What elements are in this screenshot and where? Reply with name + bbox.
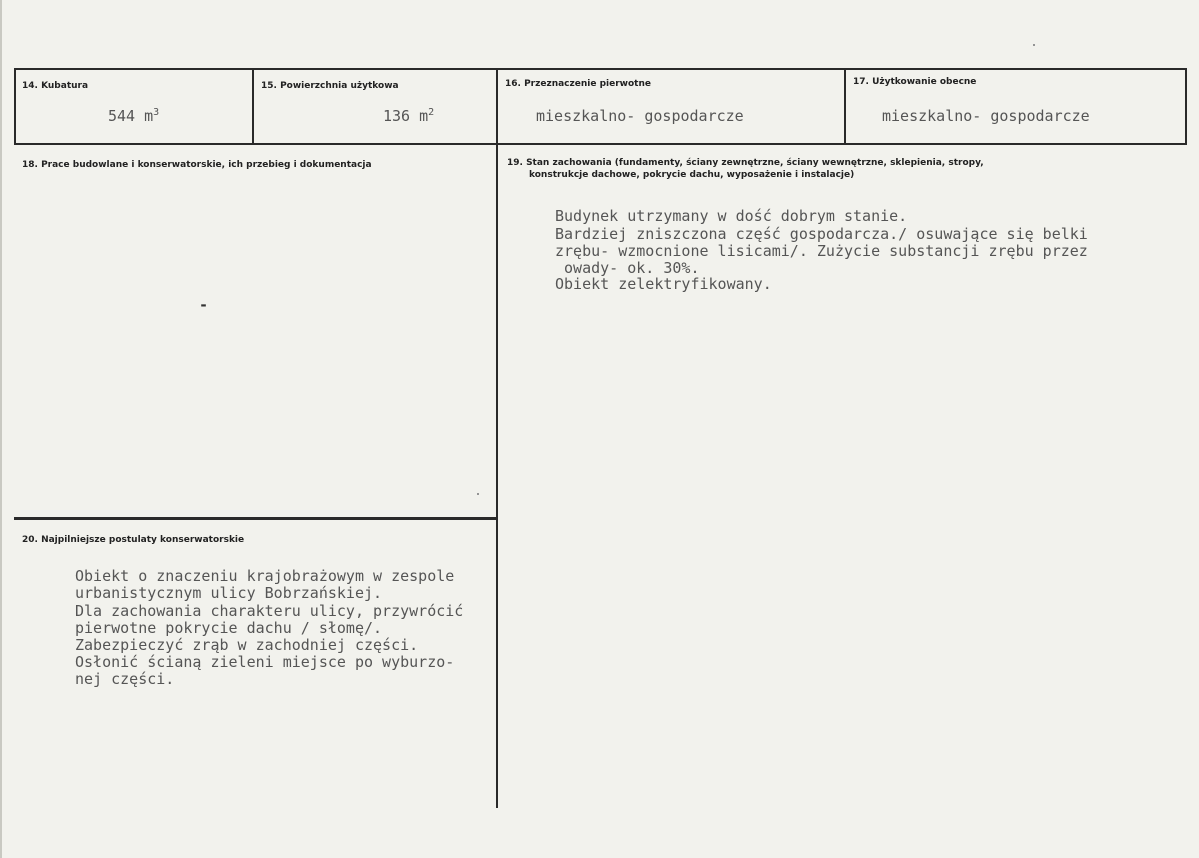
section-20-rule (14, 517, 498, 520)
field-17-value: mieszkalno- gospodarcze (882, 107, 1090, 125)
field-20-label: 20. Najpilniejsze postulaty konserwatorskie (22, 535, 245, 545)
field-19-label-line2: konstrukcje dachowe, pokrycie dachu, wyposażenie i instalacje) (529, 170, 855, 180)
top-rule (14, 68, 1187, 70)
field-19-line: zrębu- wzmocnione lisicami/. Zużycie substancji zrębu przez (555, 242, 1088, 260)
field-16-label: 16. Przeznaczenie pierwotne (505, 79, 651, 89)
field-19-line: owady- ok. 30%. (555, 259, 700, 277)
field-19-line: Budynek utrzymany w dość dobrym stanie. (555, 207, 908, 225)
field-14-value (108, 108, 159, 125)
row-rule-1 (14, 143, 1187, 145)
field-18-value: - (199, 296, 209, 314)
divider-14-15 (252, 68, 254, 145)
field-19-label-line1: 19. Stan zachowania (fundamenty, ściany zewnętrzne, ściany wewnętrzne, sklepienia, stropy, (507, 158, 984, 168)
divider-15-16 (496, 68, 498, 808)
field-14-label: 14. Kubatura (22, 81, 89, 91)
field-20-line: Obiekt o znaczeniu krajobrażowym w zespole (75, 567, 455, 585)
field-19-line: Bardziej zniszczona część gospodarcza./ osuwające się belki (555, 225, 1088, 243)
left-border (14, 68, 16, 145)
field-14-number: 544 m (108, 107, 154, 125)
field-19-line: Obiekt zelektryfikowany. (555, 275, 772, 293)
field-17-label: 17. Użytkowanie obecne (853, 77, 977, 87)
divider-16-17 (844, 68, 846, 145)
field-20-line: urbanistycznym ulicy Bobrzańskiej. (75, 584, 383, 602)
field-20-line: pierwotne pokrycie dachu / słomę/. (75, 619, 383, 637)
field-20-line: nej części. (75, 670, 175, 688)
field-20-line: Dla zachowania charakteru ulicy, przywrócić (75, 602, 464, 620)
field-15-label: 15. Powierzchnia użytkowa (261, 81, 399, 91)
field-16-value: mieszkalno- gospodarcze (536, 107, 744, 125)
field-15-exponent: 2 (428, 107, 435, 118)
field-15-number: 136 m (383, 107, 429, 125)
field-20-line: Zabezpieczyć zrąb w zachodniej części. (75, 636, 419, 654)
field-15-value (383, 108, 434, 125)
field-18-label: 18. Prace budowlane i konserwatorskie, ich przebieg i dokumentacja (22, 160, 372, 170)
paper-speck (1033, 44, 1035, 46)
field-20-line: Osłonić ścianą zieleni miejsce po wyburzo- (75, 653, 455, 671)
right-border (1185, 68, 1187, 145)
field-14-exponent: 3 (153, 107, 160, 118)
paper-speck (477, 493, 479, 495)
